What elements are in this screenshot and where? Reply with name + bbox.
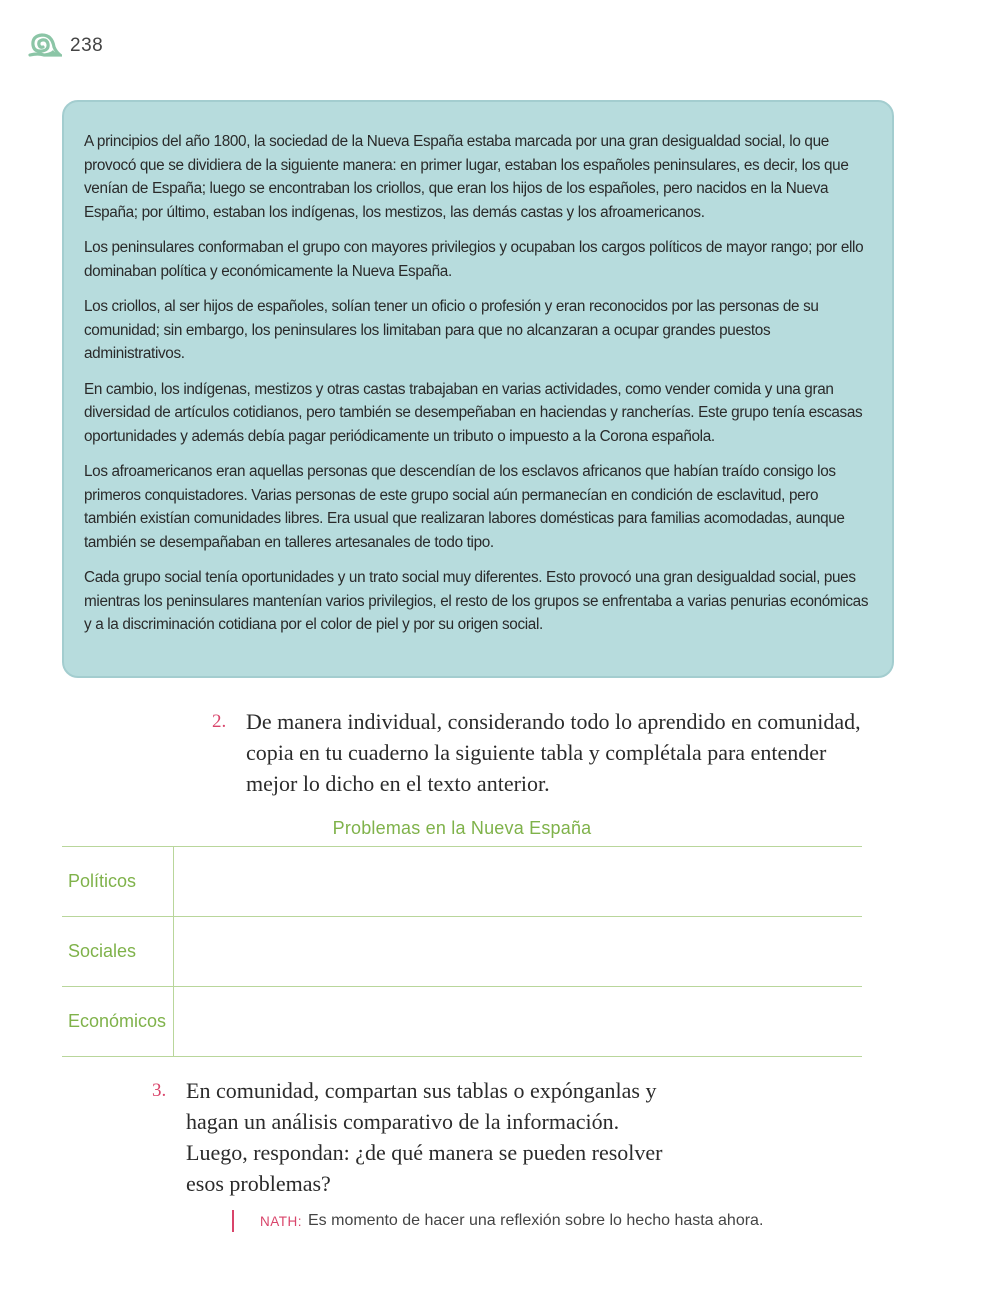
row-label-economicos: Económicos (62, 987, 174, 1056)
table-row (62, 987, 862, 1057)
activity-2 (212, 706, 862, 799)
activity-text: En comunidad, compartan sus tablas o expónganlas y hagan un análisis comparativo de la información. Luego, respondan: ¿de qué manera se pueden resolver esos problemas? (186, 1078, 663, 1196)
problems-table (62, 846, 862, 1057)
page-header (28, 30, 103, 62)
paragraph-peninsulares: Los peninsulares conformaban el grupo con mayores privilegios y ocupaban los cargos políticos de mayor rango; por ello dominaban política y económicamente la Nueva España. (84, 239, 864, 280)
spiral-snail-icon (28, 31, 62, 62)
row-value-cell (174, 847, 862, 916)
row-label-sociales: Sociales (62, 917, 174, 986)
table-title: Problemas en la Nueva España (332, 818, 592, 838)
note-speaker: NATH: (260, 1213, 302, 1229)
page-number: 238 (70, 35, 104, 56)
table-row (62, 847, 862, 917)
activity-text: De manera individual, considerando todo lo aprendido en comunidad, copia en tu cuaderno la siguiente tabla y complétala para entender mejor lo dicho en el texto anterior. (246, 709, 861, 796)
paragraph-criollos: Los criollos, al ser hijos de españoles, solían tener un oficio o profesión y eran reconocidos por las personas de su comunidad; sin embargo, los peninsulares los limitaban para que no alcanzaran a ocupar grandes puestos administrativos. (84, 298, 819, 362)
nath-note (232, 1210, 763, 1232)
activity-3 (152, 1075, 672, 1199)
paragraph-indigenas: En cambio, los indígenas, mestizos y otras castas trabajaban en varias actividades, como vender comida y una gran diversidad de artículos cotidianos, pero también se desempeñaban en haciendas y rancherías. Este grupo tenía escasas oportunidades y además debía pagar periódicamente un tributo o impuesto a la Corona española. (84, 380, 863, 445)
activity-number: 2. (212, 711, 227, 732)
table-row (62, 917, 862, 987)
row-value-cell (174, 917, 862, 986)
note-accent-bar (232, 1210, 234, 1232)
paragraph-society-division: A principios del año 1800, la sociedad de la Nueva España estaba marcada por una gran desigualdad social, lo que provocó que se dividiera de la siguiente manera: en primer lugar, estaban los españoles peninsulares, es decir, los que venían de España; luego se encontraban los criollos, que eran los hijos de los españoles, pero nacidos en la Nueva España; por último, estaban los indígenas, los mestizos, las demás castas y los afroamericanos. (84, 133, 849, 221)
paragraph-conclusion: Cada grupo social tenía oportunidades y un trato social muy diferentes. Esto provocó una gran desigualdad social, pues mientras los peninsulares mantenían varios privilegios, el resto de los grupos se enfrentaba a varias penurias económicas y a la discriminación cotidiana por el color de piel y por su origen social. (84, 569, 869, 633)
reading-text-box (62, 100, 894, 678)
row-value-cell (174, 987, 862, 1056)
row-label-politicos: Políticos (62, 847, 174, 916)
note-text: Es momento de hacer una reflexión sobre lo hecho hasta ahora. (308, 1212, 764, 1229)
paragraph-afroamericanos: Los afroamericanos eran aquellas personas que descendían de los esclavos africanos que habían traído consigo los primeros conquistadores. Varias personas de este grupo social aún permanecían en condición de esclavitud, pero también existían comunidades libres. Era usual que realizaran labores domésticas para familias acomodadas, aunque también se desempañaban en talleres artesanales de todo tipo. (84, 463, 845, 551)
activity-number: 3. (152, 1080, 167, 1101)
